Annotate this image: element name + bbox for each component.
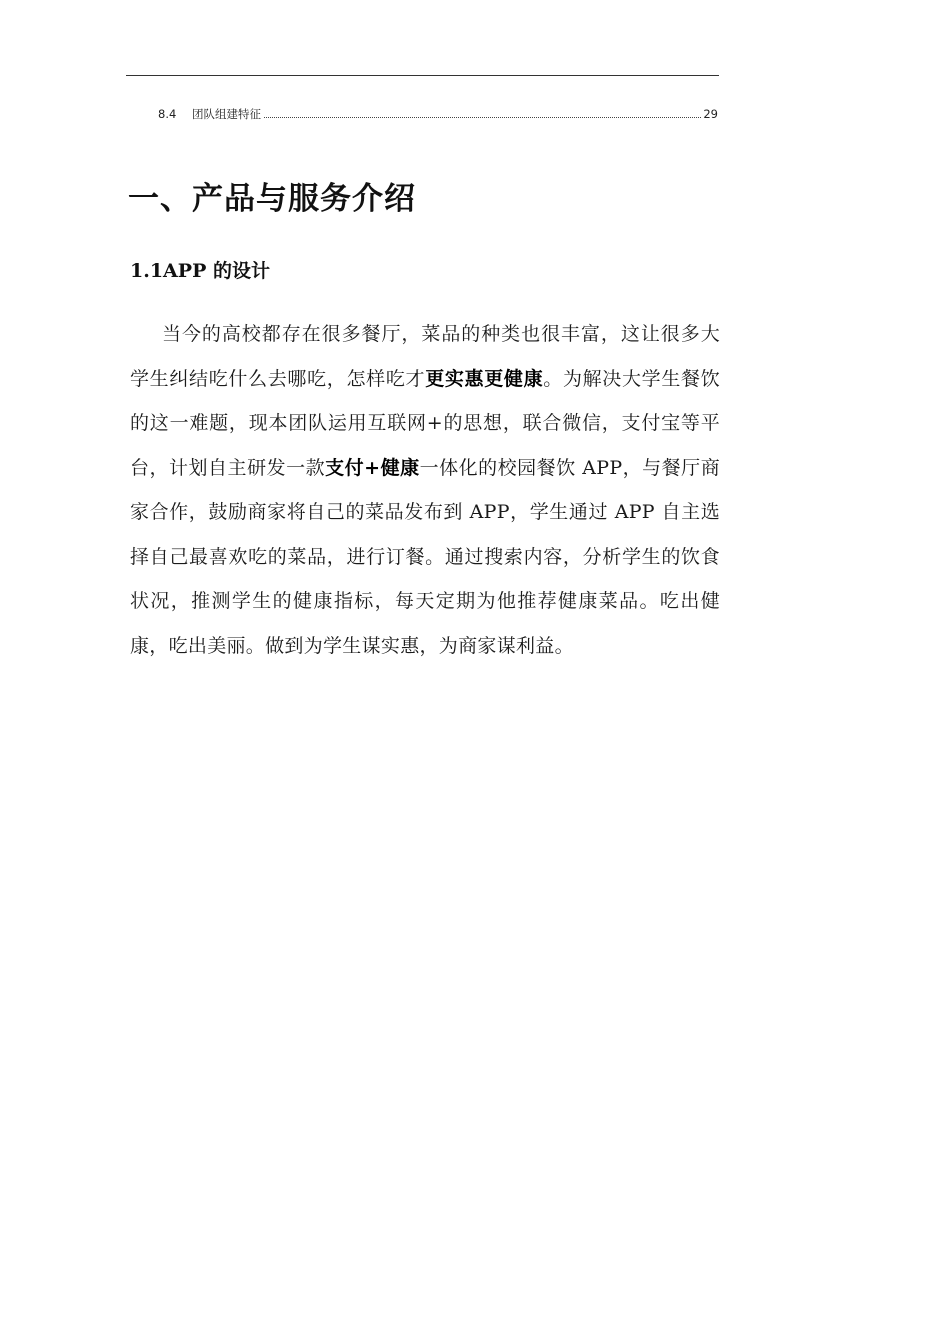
toc-entry-page-number: 29 — [703, 107, 718, 121]
paragraph-text-part-3: 一体化的校园餐饮 APP，与餐厅商家合作，鼓励商家将自己的菜品发布到 APP，学生通过 APP 自主选择自己最喜欢吃的菜品，进行订餐。通过搜索内容，分析学生的饮食状况，推测学生的健康指标，每天定期为他推荐健康菜品。吃出健康，吃出美丽。做到为学生谋实惠，为商家谋利益。 — [130, 456, 720, 657]
paragraph-emphasis-1: 更实惠更健康 — [425, 367, 544, 390]
chapter-heading: 一、产品与服务介绍 — [128, 181, 416, 217]
header-rule — [126, 75, 719, 76]
section-heading: 1.1APP 的设计 — [130, 260, 270, 282]
paragraph-emphasis-2: 支付+健康 — [325, 456, 420, 479]
toc-entry[interactable] — [158, 106, 718, 124]
paragraph-text-part-1: 当今的高校都存在很多餐厅，菜品的种类也很丰富，这让很多大学生纠结吃什么去哪吃，怎样吃才 — [130, 323, 720, 390]
toc-entry-title: 团队组建特征 — [192, 107, 261, 121]
body-paragraph — [130, 312, 720, 668]
toc-entry-number: 8.4 — [158, 107, 177, 121]
paragraph-text-part-2: 。为解决大学生餐饮的这一难题，现本团队运用互联网+的思想，联合微信，支付宝等平台，计划自主研发一款 — [130, 367, 720, 479]
toc-dot-leader — [264, 117, 701, 118]
